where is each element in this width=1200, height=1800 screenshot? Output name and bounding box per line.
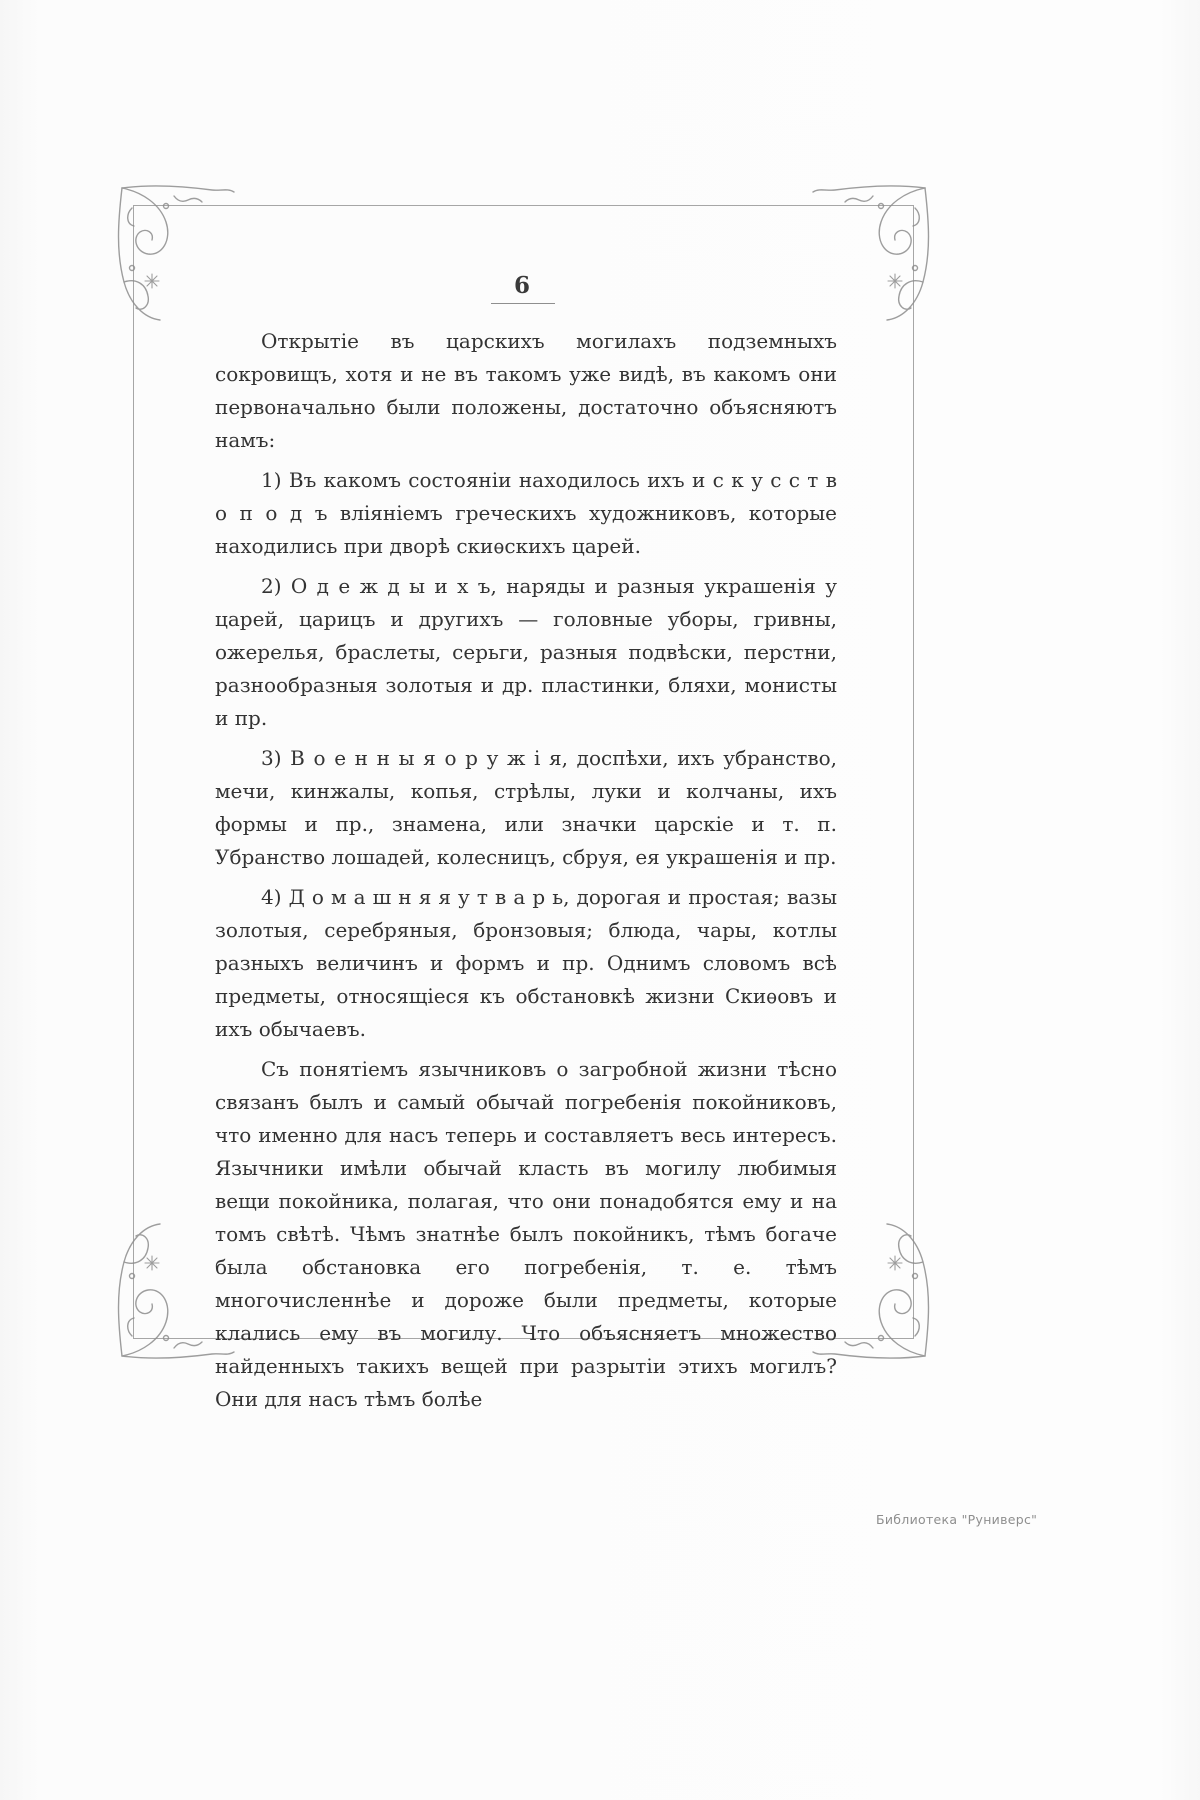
page-number: 6 — [513, 272, 531, 299]
page-header — [133, 272, 912, 304]
paragraph-intro: Открытіе въ царскихъ могилахъ подземныхъ сокровищъ, хотя и не въ такомъ уже видѣ, въ какомъ они первоначально были положены, достаточно объясняютъ намъ: — [215, 329, 837, 452]
paragraph-item-2: 2) О д е ж д ы и х ъ, наряды и разныя украшенія у царей, царицъ и другихъ — головные уборы, гривны, ожерелья, браслеты, серьги, разныя подвѣски, перстни, разнообразныя золотыя и др. пластинки, бляхи, монисты и пр. — [215, 574, 837, 730]
paragraph-closing: Съ понятіемъ язычниковъ о загробной жизни тѣсно связанъ былъ и самый обычай погребенія покойниковъ, что именно для насъ теперь и составляетъ весь интересъ. Язычники имѣли обычай класть въ могилу любимыя вещи покойника, полагая, что они понадобятся ему и на томъ свѣтѣ. Чѣмъ знатнѣе былъ покойникъ, тѣмъ богаче была обстановка его погребенія, т. е. тѣмъ многочисленнѣе и дороже были предметы, которые клались ему въ могилу. Что объясняетъ множество найденныхъ такихъ вещей при разрытіи этихъ могилъ? Они для насъ тѣмъ болѣе — [215, 1057, 837, 1411]
page-number-rule — [491, 303, 555, 304]
library-watermark: Библиотека "Руниверс" — [876, 1512, 1038, 1527]
floral-corner-ornament-top-right — [809, 182, 939, 332]
paragraph-item-4: 4) Д о м а ш н я я у т в а р ь, дорогая и простая; вазы золотыя, серебряныя, бронзовыя; блюда, чары, котлы разныхъ величинъ и формъ и пр. Однимъ словомъ всѣ предметы, относящіеся къ обстановкѣ жизни Скиѳовъ и ихъ обычаевъ. — [215, 885, 837, 1041]
paragraph-item-1: 1) Въ какомъ состояніи находилось ихъ и с к у с с т в о п о д ъ вліяніемъ греческихъ художниковъ, которые находились при дворѣ скиѳскихъ царей. — [215, 468, 837, 558]
paragraph-item-3: 3) В о е н н ы я о р у ж і я, доспѣхи, ихъ убранство, мечи, кинжалы, копья, стрѣлы, луки и колчаны, ихъ формы и пр., знамена, или значки царскіе и т. п. Убранство лошадей, колесницъ, сбруя, ея украшенія и пр. — [215, 746, 837, 869]
floral-corner-ornament-top-left — [108, 182, 238, 332]
body-text — [215, 325, 837, 1423]
